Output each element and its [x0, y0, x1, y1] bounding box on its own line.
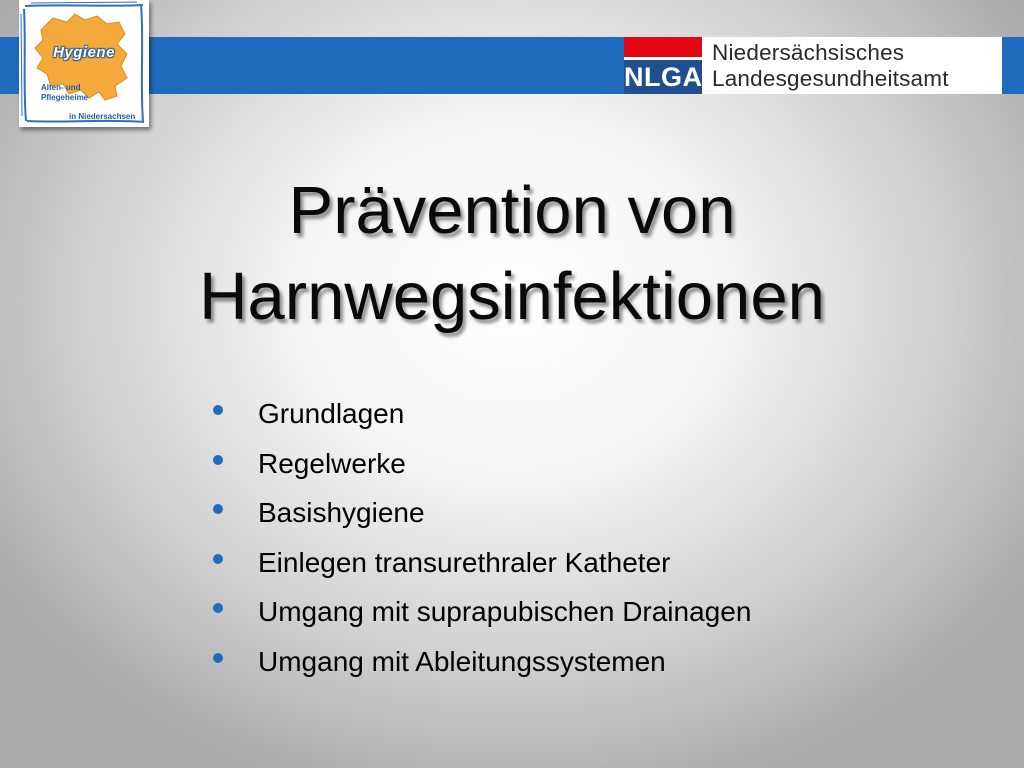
nlga-abbreviation: NLGA — [624, 62, 703, 92]
slide-title — [0, 168, 1024, 340]
nlga-full-name — [712, 40, 1002, 92]
list-item-label: Umgang mit Ableitungssystemen — [258, 645, 666, 677]
list-item-label: Umgang mit suprapubischen Drainagen — [258, 596, 752, 628]
hygiene-logo-word: Hygiene — [53, 44, 115, 61]
nlga-logo — [624, 37, 1002, 94]
bullet-dot-icon — [213, 504, 223, 514]
bullet-dot-icon — [213, 603, 223, 613]
hygiene-logo-caption-2: Pflegeheime — [41, 93, 89, 102]
slide-title-line-1: Prävention von — [288, 173, 736, 248]
bullet-dot-icon — [213, 653, 223, 663]
hygiene-logo-graphic — [19, 0, 149, 127]
list-item — [213, 637, 751, 687]
list-item-label: Einlegen transurethraler Katheter — [258, 546, 671, 578]
nlga-red-bar — [624, 37, 702, 57]
list-item-label: Regelwerke — [258, 447, 406, 479]
hygiene-logo-caption-1: Alten- und — [41, 83, 81, 92]
hygiene-logo-caption-3: in Niedersachsen — [69, 112, 136, 121]
bullet-dot-icon — [213, 455, 223, 465]
list-item-label: Grundlagen — [258, 398, 405, 429]
topic-list — [213, 389, 751, 687]
slide-title-line-2: Harnwegsinfektionen — [199, 259, 825, 334]
bullet-dot-icon — [213, 554, 223, 564]
nlga-name-line-1: Niedersächsisches — [712, 40, 905, 65]
list-item — [213, 587, 751, 637]
nlga-name-line-2: Landesgesundheitsamt — [712, 66, 949, 91]
bullet-dot-icon — [213, 405, 223, 415]
list-item — [213, 439, 751, 489]
list-item — [213, 488, 751, 538]
list-item — [213, 538, 751, 588]
list-item-label: Basishygiene — [258, 497, 425, 529]
hygiene-logo — [19, 0, 149, 127]
list-item — [213, 389, 751, 439]
